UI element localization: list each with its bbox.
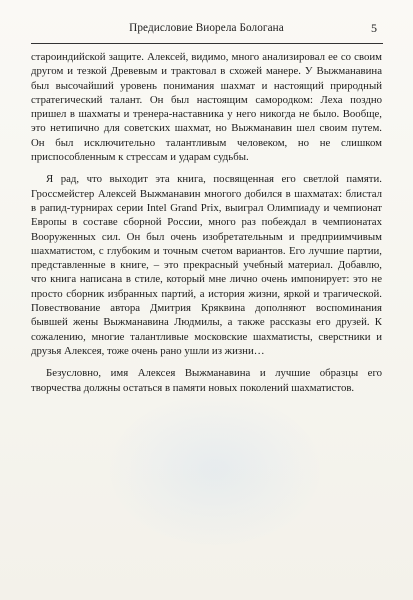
header-rule	[31, 43, 383, 44]
paragraph-1: староиндийской защите. Алексей, видимо, много анализировал ее со своим другом и тезкой Древевым и трактовал в схожей манере. У Выжманавина был высочайший уровень понимания шахмат и настоящий природный стратегический талант. Он был настоящим самородком: Леха поздно пришел в шахматы и тренера-наставника у него никогда не было. Вообще, это нетипично для советских шахмат, но Выжманавин шел своим путем. Он был исключительно талантливым человеком, но не слишком приспособленным к стрессам и ударам судьбы.	[31, 51, 382, 164]
page-number: 5	[371, 21, 377, 35]
paragraph-2: Я рад, что выходит эта книга, посвященная его светлой памяти. Гроссмейстер Алексей Выжманавин многого добился в шахматах: блистал в рапид-турнирах серии Intel Grand Prix, выиграл Олимпиаду и чемпионат Европы в составе сборной России, много раз побеждал в чемпионатах Вооруженных сил. Он был очень изобретательным и предприимчивым шахматистом, с глубоким и точным счетом вариантов. Его лучшие партии, представленные в книге, – это прекрасный учебный материал. Добавлю, что книга написана в стиле, который мне лично очень импонирует: это не просто сборник избранных партий, а история жизни, яркой и трагической. Повествование автора Дмитрия Кряквина дополняют воспоминания бывшей жены Выжманавина Людмилы, а также рассказы его друзей. К сожалению, многие талантливые московские шахматисты, сверстники и друзья Алексея, тоже очень рано ушли из жизни…	[31, 173, 382, 357]
page-header	[0, 22, 413, 38]
paper-stain	[110, 395, 320, 545]
body-text	[31, 50, 382, 403]
running-title: Предисловие Виорела Бологана	[129, 22, 284, 34]
paragraph-3: Безусловно, имя Алексея Выжманавина и лучшие образцы его творчества должны остаться в памяти новых поколений шахматистов.	[31, 367, 382, 394]
